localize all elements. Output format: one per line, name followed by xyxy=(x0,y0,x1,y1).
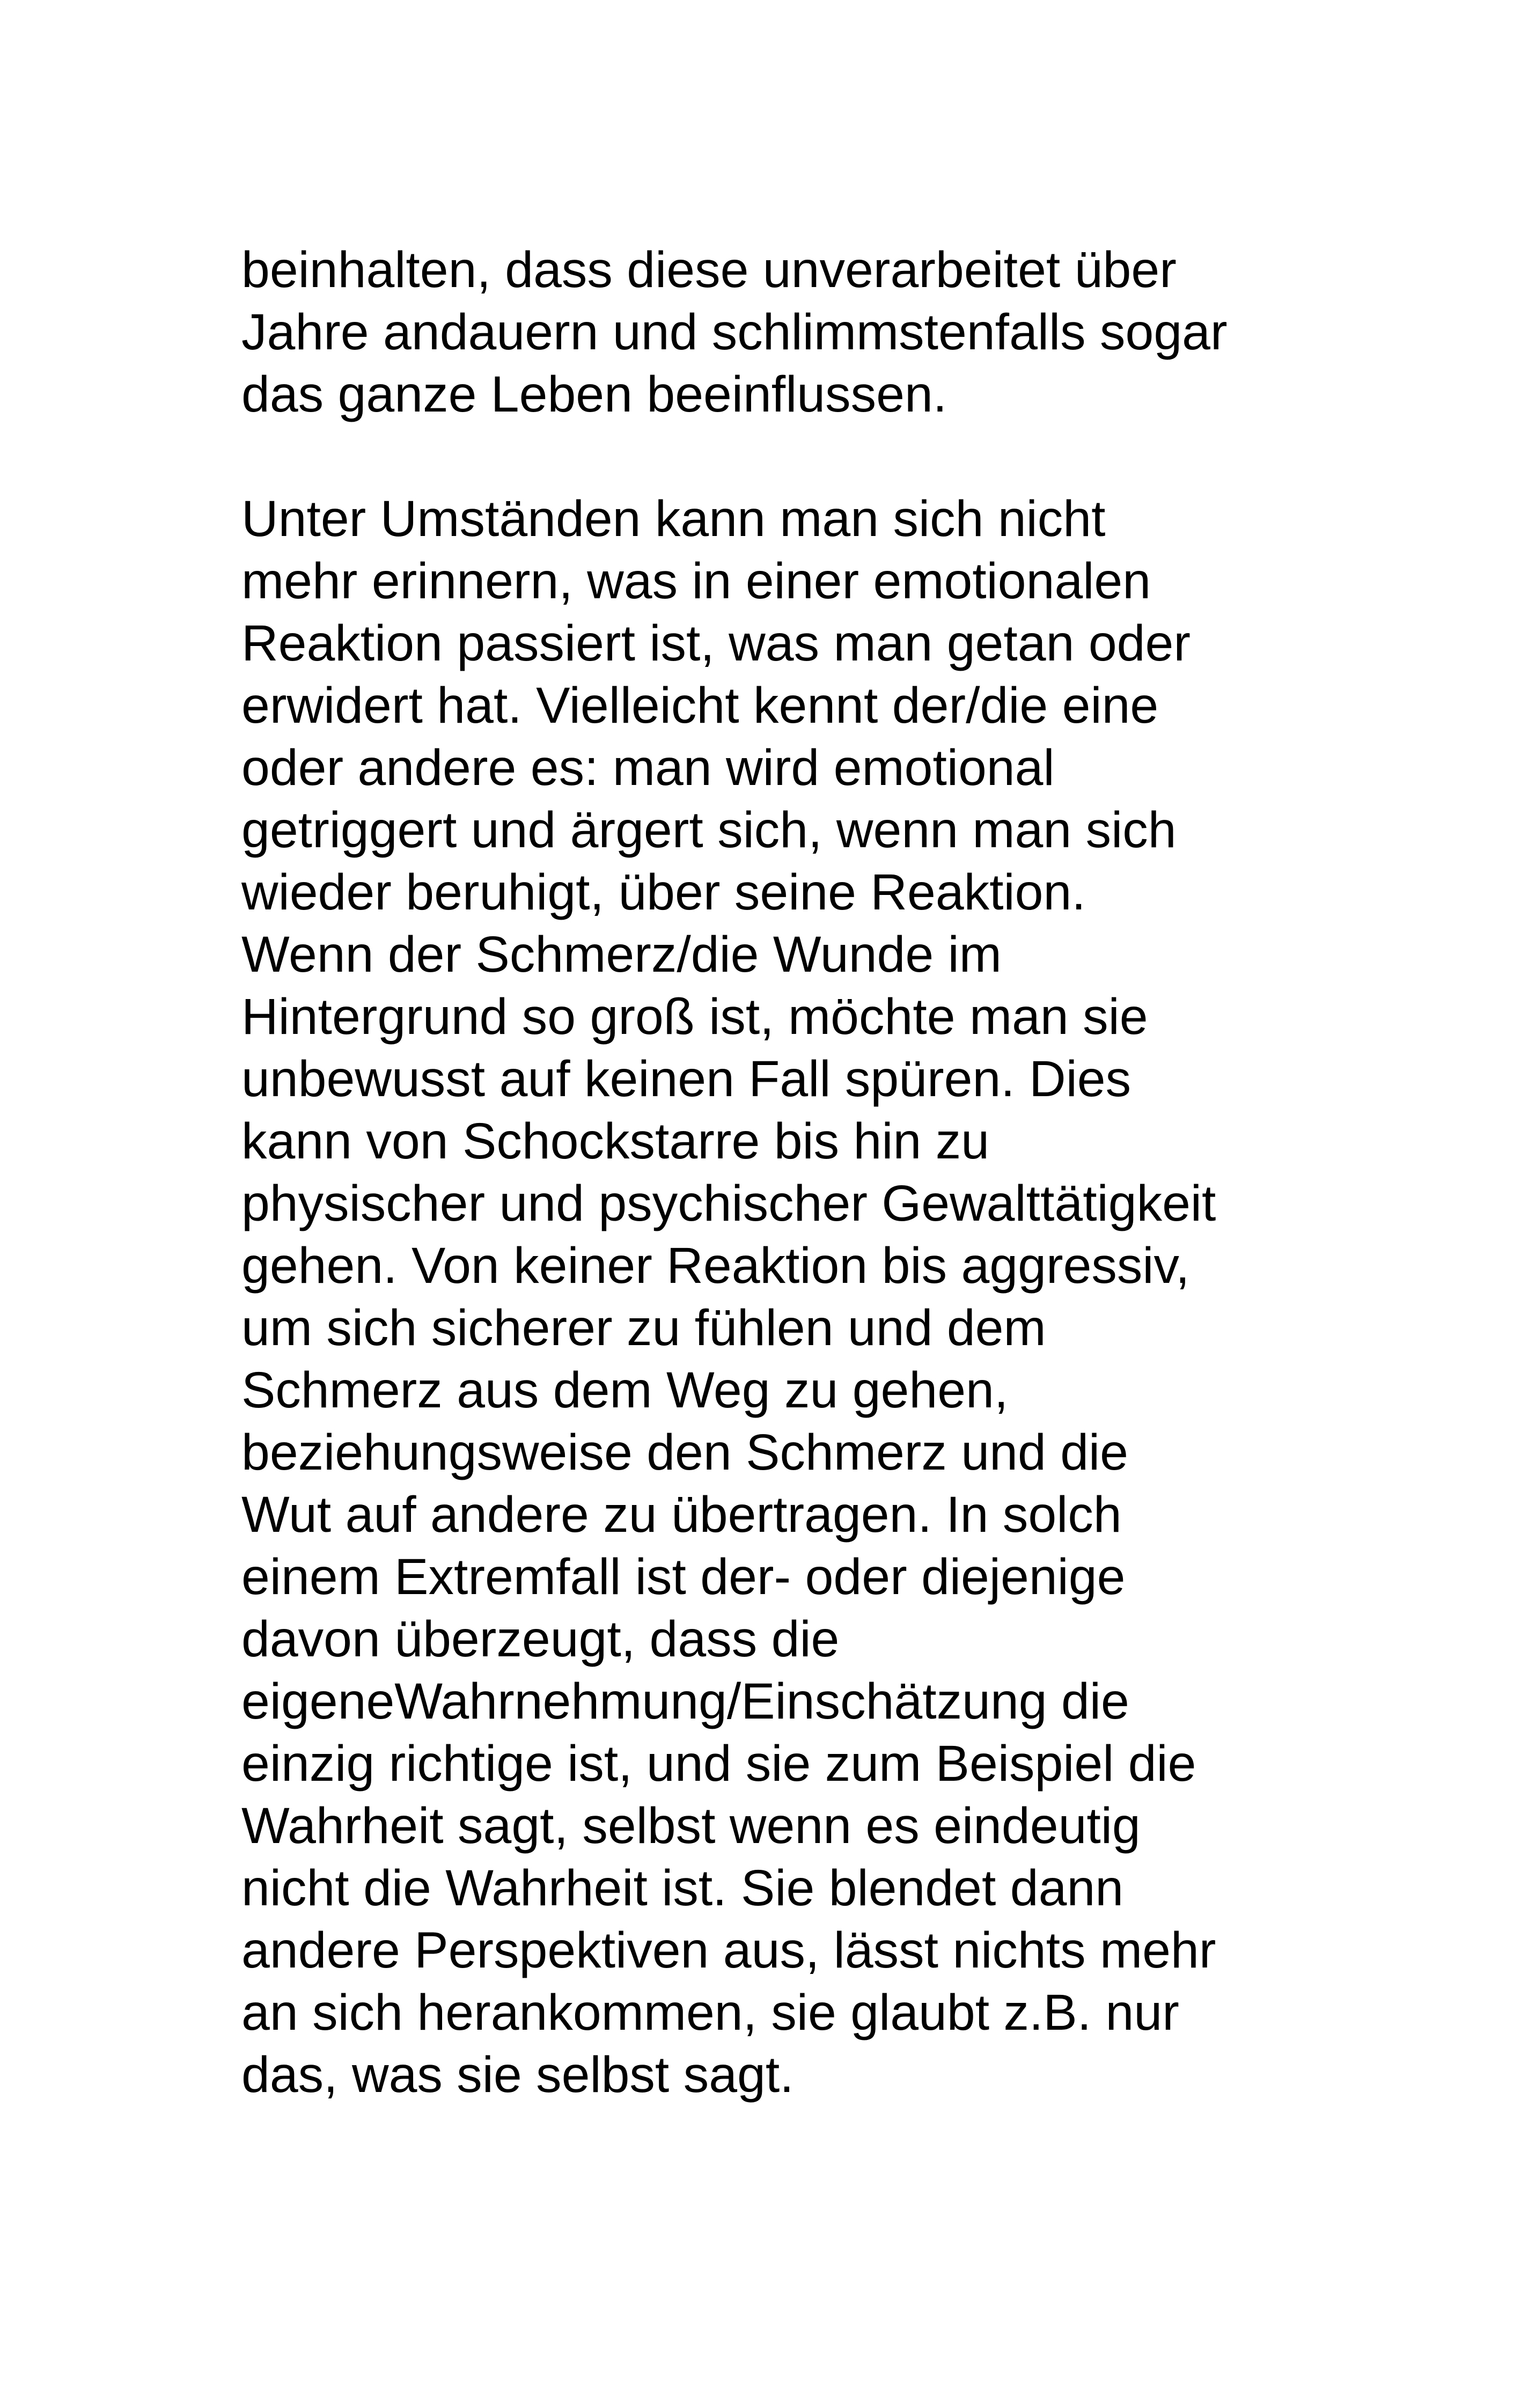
text-line: erwidert hat. Vielleicht kennt der/die eine xyxy=(241,677,1159,734)
text-line: Reaktion passiert ist, was man getan oder xyxy=(241,615,1191,672)
text-line: oder andere es: man wird emotional xyxy=(241,739,1055,796)
text-line: wieder beruhigt, über seine Reaktion. xyxy=(241,864,1086,921)
text-line: einem Extremfall ist der- oder diejenige xyxy=(241,1548,1126,1605)
text-line: physischer und psychischer Gewalttätigkeit xyxy=(241,1175,1216,1232)
text-line: Wahrheit sagt, selbst wenn es eindeutig xyxy=(241,1797,1141,1854)
text-line: unbewusst auf keinen Fall spüren. Dies xyxy=(241,1051,1131,1107)
text-line: kann von Schockstarre bis hin zu xyxy=(241,1113,990,1170)
text-line: Hintergrund so groß ist, möchte man sie xyxy=(241,988,1148,1045)
text-line: nicht die Wahrheit ist. Sie blendet dann xyxy=(241,1860,1124,1917)
text-line: beinhalten, dass diese unverarbeitet über xyxy=(241,241,1177,298)
text-line: beziehungsweise den Schmerz und die xyxy=(241,1424,1128,1481)
paragraph-2 xyxy=(241,488,1216,2106)
text-line: eigeneWahrnehmung/Einschätzung die xyxy=(241,1673,1129,1730)
text-line: davon überzeugt, dass die xyxy=(241,1611,840,1668)
text-line: andere Perspektiven aus, lässt nichts mehr xyxy=(241,1922,1216,1979)
text-line: getriggert und ärgert sich, wenn man sich xyxy=(241,802,1177,858)
text-line: Wut auf andere zu übertragen. In solch xyxy=(241,1486,1122,1543)
text-line: mehr erinnern, was in einer emotionalen xyxy=(241,553,1151,610)
text-line: Wenn der Schmerz/die Wunde im xyxy=(241,926,1002,983)
text-line: gehen. Von keiner Reaktion bis aggressiv, xyxy=(241,1237,1190,1294)
text-line: Unter Umständen kann man sich nicht xyxy=(241,490,1106,547)
text-line: an sich herankommen, sie glaubt z.B. nur xyxy=(241,1984,1179,2041)
paragraph-1 xyxy=(241,239,1228,425)
text-line: einzig richtige ist, und sie zum Beispiel die xyxy=(241,1735,1196,1792)
text-line: Schmerz aus dem Weg zu gehen, xyxy=(241,1362,1009,1419)
text-line: das ganze Leben beeinflussen. xyxy=(241,366,947,423)
text-line: Jahre andauern und schlimmstenfalls sogar xyxy=(241,304,1228,361)
text-line: das, was sie selbst sagt. xyxy=(241,2046,794,2103)
text-line: um sich sicherer zu fühlen und dem xyxy=(241,1300,1046,1356)
